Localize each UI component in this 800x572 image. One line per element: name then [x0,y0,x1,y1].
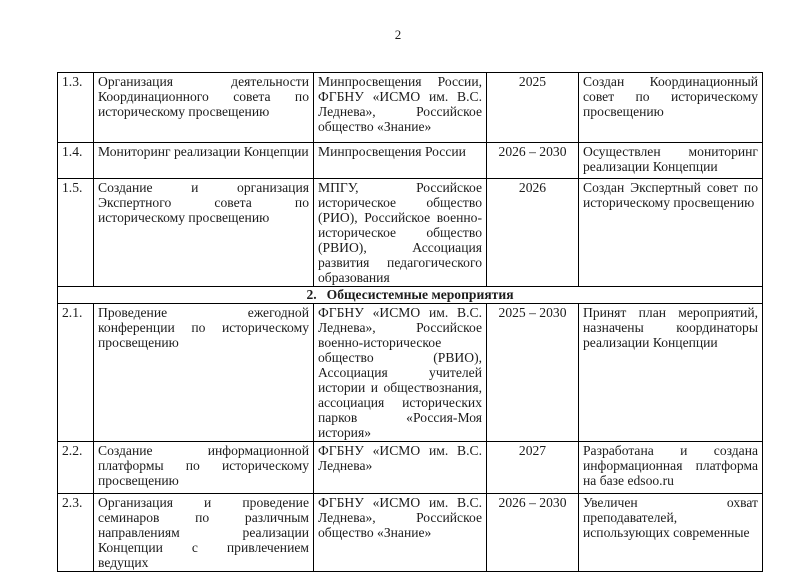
table-row [58,494,763,572]
result-cell: Принят план мероприятий, назначены координаторы реализации Концепции [579,304,763,442]
result-cell: Разработана и создана информационная платформа на базе edsoo.ru [579,442,763,494]
section-number: 2. [306,287,317,302]
result-cell: Создан Координационный совет по историческому просвещению [579,73,763,143]
executors-cell: МПГУ, Российское историческое общество (РИО), Российское военно-историческое общество (РВИО), Ассоциация развития педагогического образования [314,179,487,287]
result-cell: Создан Экспертный совет по историческому просвещению [579,179,763,287]
executors-cell: ФГБНУ «ИСМО им. В.С. Леднева» [314,442,487,494]
dates-cell: 2027 [487,442,579,494]
events-table [57,72,763,572]
table-row [58,442,763,494]
activity-cell: Мониторинг реализации Концепции [94,143,314,179]
executors-cell: ФГБНУ «ИСМО им. В.С. Леднева», Российское военно-историческое общество (РВИО), Ассоциация учителей истории и обществознания, ассоциация исторических парков «Россия-Моя история» [314,304,487,442]
row-number-cell: 2.3. [58,494,94,572]
activity-cell: Создание и организация Экспертного совета по историческому просвещению [94,179,314,287]
section-header-row [58,287,763,304]
dates-cell: 2025 – 2030 [487,304,579,442]
activity-cell: Проведение ежегодной конференции по историческому просвещению [94,304,314,442]
page-number: 2 [394,27,402,42]
row-number-cell: 1.3. [58,73,94,143]
activity-cell: Создание информационной платформы по историческому просвещению [94,442,314,494]
row-number-cell: 2.2. [58,442,94,494]
section-header-cell [58,287,763,304]
row-number-cell: 1.4. [58,143,94,179]
result-cell: Осуществлен мониторинг реализации Концепции [579,143,763,179]
activity-cell: Организация и проведение семинаров по различным направлениям реализации Концепции с привлечением ведущих [94,494,314,572]
table-row [58,304,763,442]
dates-cell: 2026 – 2030 [487,494,579,572]
dates-cell: 2026 – 2030 [487,143,579,179]
table-row [58,143,763,179]
executors-cell: Минпросвещения России [314,143,487,179]
table-row [58,73,763,143]
row-number-cell: 2.1. [58,304,94,442]
dates-cell: 2026 [487,179,579,287]
activity-cell: Организация деятельности Координационного совета по историческому просвещению [94,73,314,143]
row-number-cell: 1.5. [58,179,94,287]
result-cell: Увеличен охват преподавателей, использующих современные [579,494,763,572]
executors-cell: ФГБНУ «ИСМО им. В.С. Леднева», Российское общество «Знание» [314,494,487,572]
executors-cell: Минпросвещения России, ФГБНУ «ИСМО им. В.С. Леднева», Российское общество «Знание» [314,73,487,143]
section-title: Общесистемные мероприятия [326,287,514,302]
table-row [58,179,763,287]
dates-cell: 2025 [487,73,579,143]
